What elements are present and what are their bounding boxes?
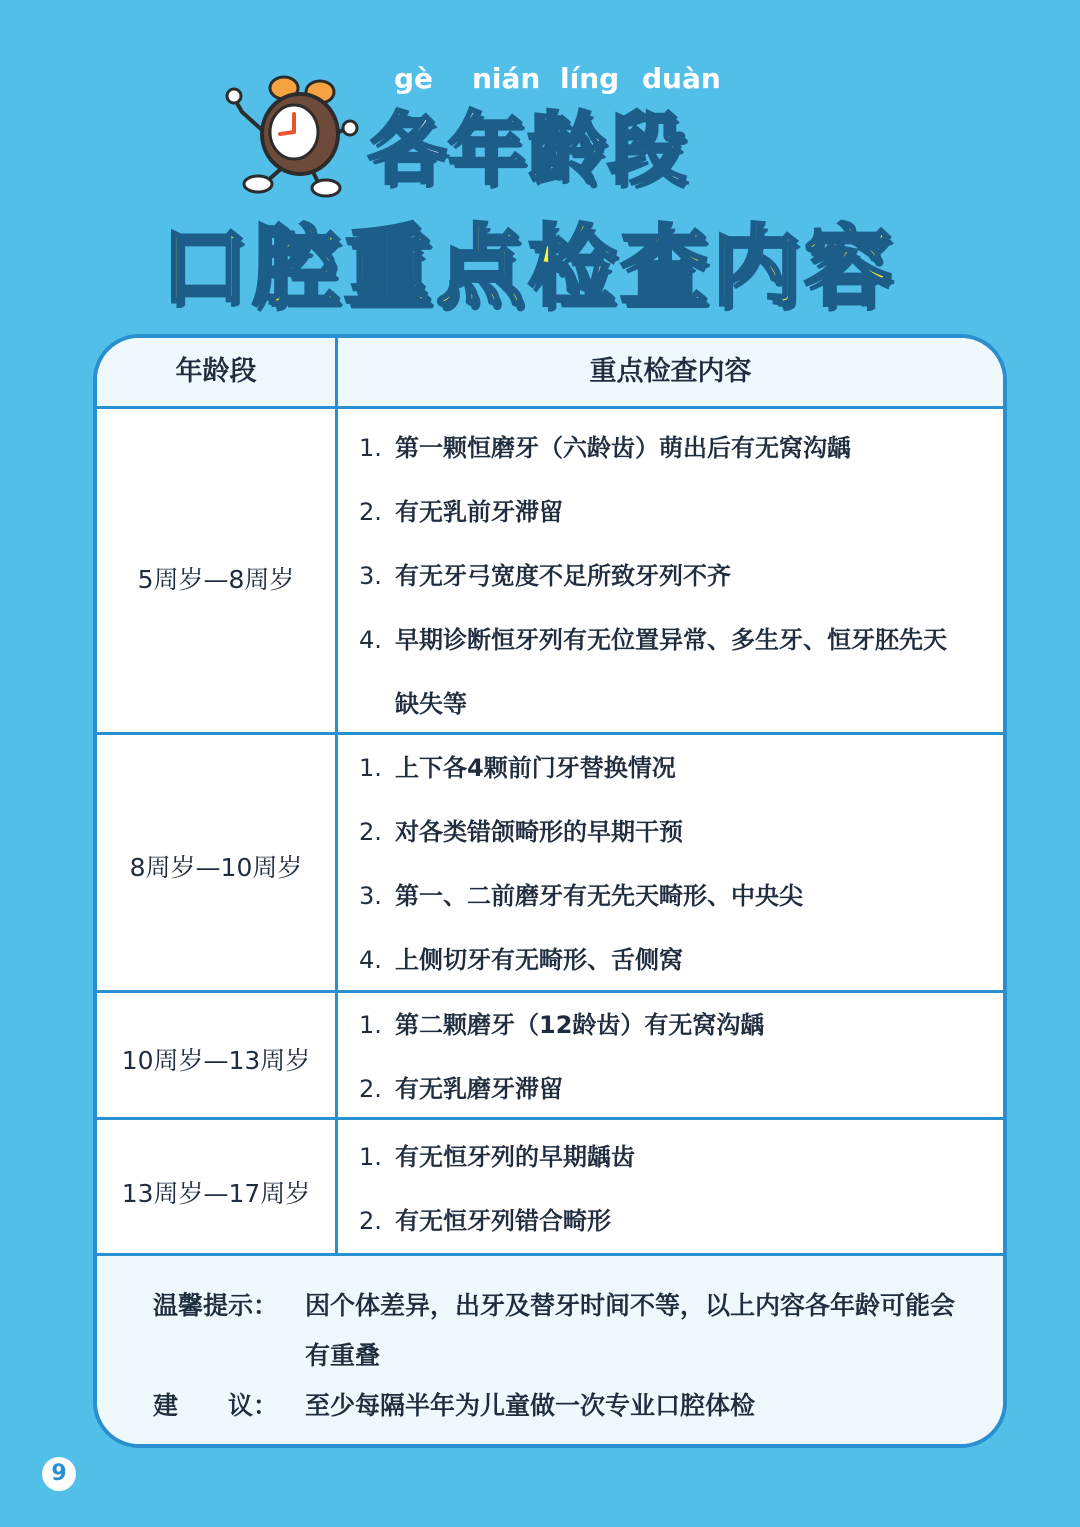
- item-text: 第一、二前磨牙有无先天畸形、中央尖: [395, 882, 803, 910]
- list-item: [359, 928, 989, 992]
- item-number: 3.: [359, 882, 382, 910]
- age-cell: 8周岁—10周岁: [129, 853, 303, 882]
- list-item: [359, 480, 989, 544]
- reminder-text-continued: 有重叠: [305, 1341, 381, 1370]
- item-text: 有无乳磨牙滞留: [395, 1075, 563, 1103]
- reminder-label: 温馨提示：: [153, 1291, 279, 1320]
- pinyin-nian: nián: [472, 62, 541, 95]
- item-text-continued: 缺失等: [395, 690, 467, 718]
- exam-table-card: [93, 334, 1007, 1448]
- item-number: 1.: [359, 1011, 382, 1039]
- column-header-content: 重点检查内容: [589, 356, 752, 387]
- pinyin-line: [388, 62, 728, 102]
- item-text: 上侧切牙有无畸形、舌侧窝: [395, 946, 683, 974]
- advice-text: 至少每隔半年为儿童做一次专业口腔体检: [305, 1391, 756, 1420]
- reminder-text: 因个体差异，出牙及替牙时间不等，以上内容各年龄可能会: [305, 1291, 956, 1320]
- age-cell: 13周岁—17周岁: [121, 1179, 311, 1208]
- list-item: [359, 1057, 989, 1121]
- advice-label: 建 议：: [153, 1391, 279, 1420]
- item-text: 早期诊断恒牙列有无位置异常、多生牙、恒牙胚先天: [395, 626, 947, 654]
- alarm-clock-mascot-icon: [222, 68, 362, 198]
- pinyin-ge: gè: [394, 62, 434, 95]
- item-number: 4.: [359, 946, 382, 974]
- list-item: [359, 800, 989, 864]
- item-text: 第二颗磨牙（12龄齿）有无窝沟龋: [395, 1011, 765, 1039]
- list-item: [359, 416, 989, 480]
- tips-section: [97, 1256, 1003, 1444]
- item-number: 2.: [359, 1207, 382, 1235]
- item-text: 有无牙弓宽度不足所致牙列不齐: [395, 562, 731, 590]
- pinyin-ling: líng: [560, 62, 620, 95]
- item-text: 第一颗恒磨牙（六龄齿）萌出后有无窝沟龋: [395, 434, 851, 462]
- item-text: 有无恒牙列的早期龋齿: [395, 1143, 635, 1171]
- list-item: [359, 864, 989, 928]
- item-text: 对各类错颌畸形的早期干预: [395, 818, 683, 846]
- list-item: [359, 736, 989, 800]
- column-header-age: 年龄段: [175, 356, 257, 387]
- title-line-2: 口腔重点检查内容: [160, 215, 897, 318]
- table-header: [97, 338, 1003, 409]
- item-number: 4.: [359, 626, 382, 654]
- age-cell: 5周岁—8周岁: [137, 565, 295, 594]
- item-number: 2.: [359, 1075, 382, 1103]
- item-text: 上下各4颗前门牙替换情况: [395, 754, 676, 782]
- item-text: 有无乳前牙滞留: [395, 498, 563, 526]
- list-item: [359, 993, 989, 1057]
- title-line-1: 各年龄段: [368, 105, 689, 195]
- age-cell: 10周岁—13周岁: [121, 1046, 311, 1075]
- item-number: 1.: [359, 434, 382, 462]
- list-item: [359, 608, 989, 672]
- page-number: 9: [42, 1457, 76, 1491]
- row-divider: [97, 1117, 1003, 1120]
- item-number: 2.: [359, 818, 382, 846]
- item-number: 1.: [359, 1143, 382, 1171]
- list-item: [359, 544, 989, 608]
- list-item: [359, 1189, 989, 1253]
- row-divider: [97, 732, 1003, 735]
- item-number: 3.: [359, 562, 382, 590]
- item-text: 有无恒牙列错合畸形: [395, 1207, 611, 1235]
- pinyin-duan: duàn: [642, 62, 721, 95]
- item-number: 1.: [359, 754, 382, 782]
- item-number: 2.: [359, 498, 382, 526]
- list-item: [359, 1125, 989, 1189]
